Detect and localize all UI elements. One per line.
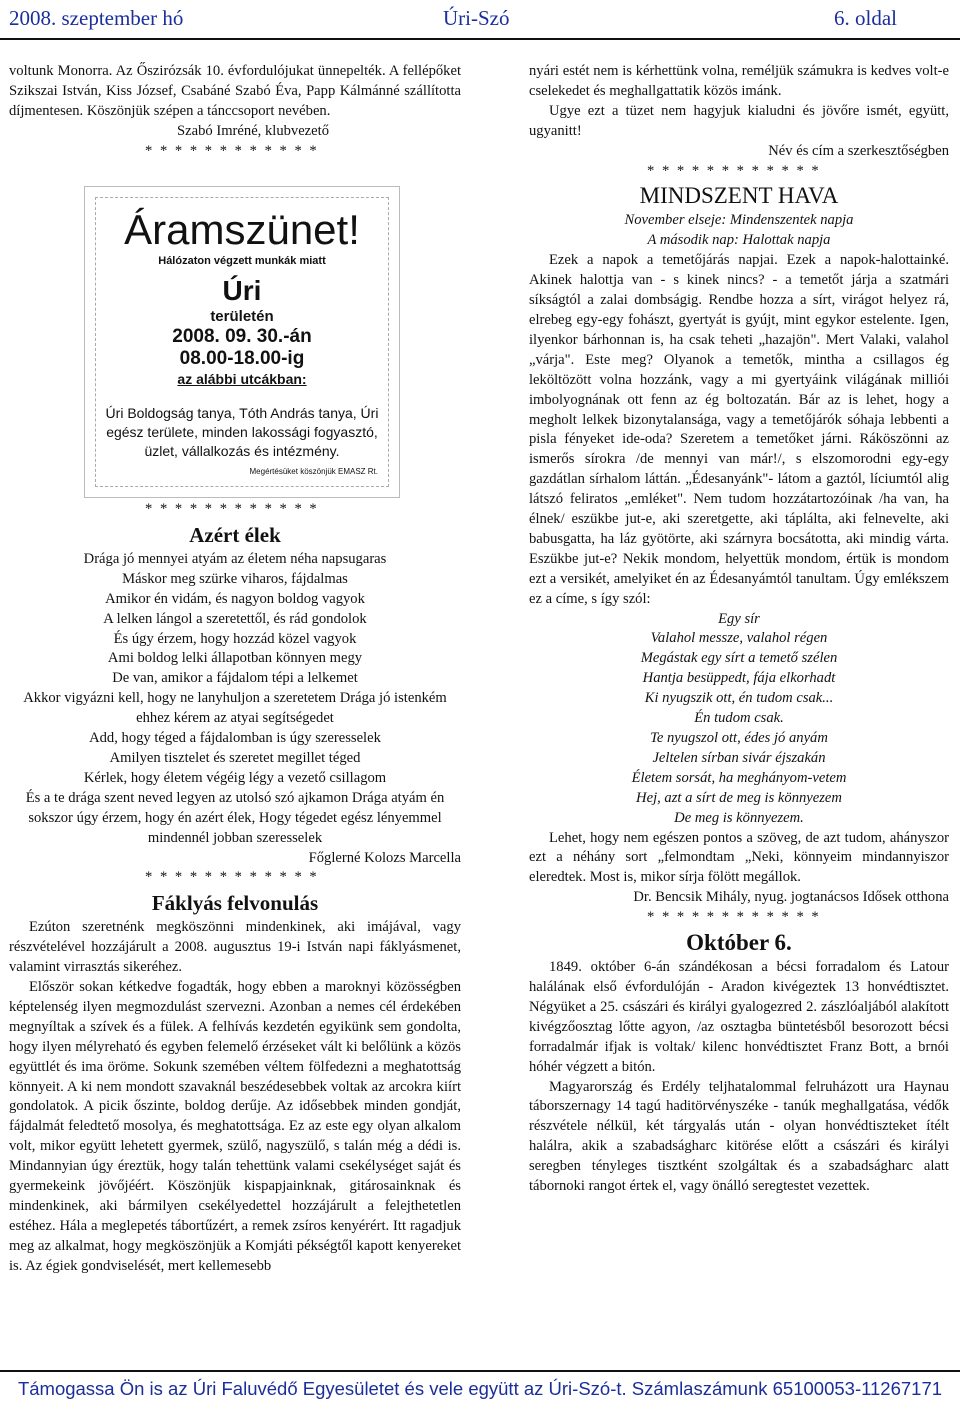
poem-line: De meg is könnyezem. xyxy=(674,809,804,826)
after-poem-paragraph: Lehet, hogy nem egészen pontos a szöveg, de azt tudom, ahányszor ezt a néhány sort „felmondtam „Neki, könnyeim mindannyiszor eleredtek. Most is, mikor sírja fölött megállok. xyxy=(529,829,949,886)
poem-line: És úgy érzem, hogy hozzád közel vagyok xyxy=(113,630,357,647)
intro-paragraph: voltunk Monorra. Az Őszirózsák 10. évfordulójukat ünnepelték. A fellépőket Szikszai István, Kiss József, Csabáné Szabó Éva, Papp Kálmánné szállította díjmentesen. Köszönjük szépen a tánccsoport nevében. xyxy=(9,63,461,119)
left-column-bottom xyxy=(9,500,461,1277)
inner-poem-title: Egy sír xyxy=(718,610,760,627)
notice-streets-label: az alábbi utcákban: xyxy=(177,371,307,387)
footer-rule xyxy=(0,1370,960,1372)
poem-line: Megástak egy sírt a temető szélen xyxy=(640,650,838,667)
poem-author: Főglerné Kolozs Marcella xyxy=(308,849,461,866)
footer-text: Támogassa Ön is az Úri Faluvédő Egyesületet és vele együtt az Úri-Szó-t. Számlaszámunk 65100053-11267171 xyxy=(17,1378,943,1399)
poem-line: Életem sorsát, ha meghányom-vetem xyxy=(631,769,847,786)
poem-line: Ami boldog lelki állapotban könnyen megy xyxy=(107,650,363,667)
subtitle-2: A második nap: Halottak napja xyxy=(647,232,831,249)
separator-stars: * * * * * * * * * * * * xyxy=(145,869,319,886)
right-column xyxy=(529,62,949,1197)
section-title-october: Október 6. xyxy=(686,930,792,956)
left-column-top xyxy=(9,62,461,162)
notice-time: 08.00-18.00-ig xyxy=(179,348,305,369)
poem-line: Jeltelen sírban sivár éjszakán xyxy=(652,749,826,766)
poem-line: De van, amikor a fájdalom tépi a lelkemet xyxy=(112,670,358,687)
poem-line: Kérlek, hogy életem végéig légy a vezető csillagom xyxy=(83,769,387,786)
section-title-mindszent: MINDSZENT HAVA xyxy=(639,183,839,209)
poem-line: Amikor én vidám, és nagyon boldog vagyok xyxy=(105,590,365,607)
poem-line: A lelken lángol a szeretettől, és rád gondolok xyxy=(103,610,367,627)
article-title: Fáklyás felvonulás xyxy=(151,891,319,916)
continued-paragraph: nyári estét nem is kérhettünk volna, reméljük számukra is kedves volt-e cselekedet és meghallgattatik közös imánk. xyxy=(529,63,949,99)
notice-streets: Úri Boldogság tanya, Tóth András tanya, Úri egész területe, minden lakossági fogyasztó, üzlet, vállalkozás és intézmény. xyxy=(105,405,379,459)
poem-line: Te nyugszol ott, édes jó anyám xyxy=(650,730,828,746)
october-paragraph-1: 1849. október 6-án szándékosan a bécsi forradalom és Latour halálának első évfordulóján - Aradon kivégeztek 13 honvédtisztet. Négyüket a 25. császári és királyi gyalogezred 2. zászlóaljából alakított kivégzőosztag lőtte agyon, /az osztagba büntetésből besorozott bécsi forradalmár ifjak is voltak/ kilenc honvédtisztet Franz Bott, a brnói hóhér végzett a bitón. xyxy=(529,959,949,1075)
poem-title: Azért élek xyxy=(189,522,281,547)
continued-paragraph-2: Ugye ezt a tüzet nem hagyjuk kialudni és jövőre ismét, együtt, ugyanitt! xyxy=(529,102,949,139)
poem-body xyxy=(9,550,461,849)
subtitle-1: November elseje: Mindenszentek napja xyxy=(624,212,854,229)
october-paragraph-2: Magyarország és Erdély teljhatalommal felruházott ura Haynau táborszernagy 14 tagú haditörvényszéke - tanúk meghallgatása, védők részvétele nélkül, két tárgyalás után - olyan honvédtiszteket ítélt halálra, akik a szabadságharc kitörése előtt a császári és királyi seregben tényleges tisztként szolgáltak és a szabadságharc alatt tábornoki rangot értek el, vagy önálló seregtestet vezettek. xyxy=(529,1078,949,1195)
poem-line: Drága jó mennyei atyám az életem néha napsugaras xyxy=(83,550,387,567)
notice-place: Úri xyxy=(222,275,262,306)
intro-signature: Szabó Imréné, klubvezető xyxy=(177,122,329,139)
poem-line: Máskor meg szürke viharos, fájdalmas xyxy=(122,570,348,587)
page-header xyxy=(0,0,960,38)
poem-line: Hantja besüppedt, fája elkorhadt xyxy=(642,670,836,687)
continued-signature: Név és cím a szerkesztőségben xyxy=(768,142,949,159)
article-paragraph-1: Ezúton szeretnénk megköszönni mindenkinek, aki imájával, vagy részvételével hozzájárult a 2008. augusztus 19-i István napi fáklyásmenet, valamint virrasztás sikeréhez. xyxy=(9,919,461,976)
notice-place-sub: területén xyxy=(210,308,274,325)
notice-reason: Hálózaton végzett munkák miatt xyxy=(158,255,326,267)
separator-stars: * * * * * * * * * * * * xyxy=(647,162,821,179)
newspaper-title: Úri-Szó xyxy=(443,6,510,30)
article-paragraph-2: Először sokan kétkedve fogadták, hogy ebben a maroknyi közösségben képtelenség ilyen megmozdulást szervezni. Azonban a nemes cél érdekében megnyíltak a szívek és a fülek. A felhívás kezdetén egyikünk sem gondolta, hogy ilyen mélyreható és egyben felemelő érzéseket vált ki belőlünk a közös együttlét és ima öröme. Sokunk szemében véltem fölfedezni a meghatottság könnyeit. A ki nem mondott szavaknál beszédesebbek voltak az arcokra kiírt gondolatok. A picik őszinte, boldog derűje. Az idősebbek minden gondját, fájdalmát feledtető mosolya, és meghatottsága. Ez az este egy olyan alkalom volt, mikor együtt lehetett gyermek, szülő, nagyszülő, s talán még a dédi is. Mindannyian úgy éreztük, hogy talán tehettünk valami csekélységet saját és gyermekeink jövőjéért. Köszönjük kispapjainknak, gitárosainknak és mindenkinek, aki bármilyen csekélyedettel hozzájárult a felejthetetlen estéhez. Hála a meglepetés tábortűzért, a remek zsíros kenyérért. Itt ragadjuk meg az alkalmat, hogy megköszönjük a Komjáti pékségtől kapott kenyereket is. Az égiek gondviselését, mert kellemesebb xyxy=(9,979,461,1274)
poem-line: Hej, azt a sírt de meg is könnyezem xyxy=(636,789,842,806)
notice-title: Áramszünet! xyxy=(124,206,360,253)
power-outage-notice xyxy=(84,186,400,498)
poem-line: Valahol messze, valahol régen xyxy=(650,630,828,647)
page-number: 6. oldal xyxy=(834,6,897,30)
header-rule xyxy=(0,38,960,40)
poem-line: És a te drága szent neved legyen az utolsó szó ajkamon Drága atyám én sokszor úgy érzem, hogy én azért élek, Hogy tégedet egész lényemmel mindennél jobban szeresselek xyxy=(25,789,445,846)
separator-stars: * * * * * * * * * * * * xyxy=(145,501,319,517)
separator-stars: * * * * * * * * * * * * xyxy=(145,142,319,159)
notice-thanks: Megértésüket köszönjük EMASZ Rt. xyxy=(249,467,378,476)
notice-date: 2008. 09. 30.-án xyxy=(172,326,312,347)
issue-date: 2008. szeptember hó xyxy=(9,6,184,30)
inner-poem-body xyxy=(529,629,949,828)
poem-line: Ki nyugszik ott, én tudom csak... xyxy=(644,690,834,707)
after-poem-signature: Dr. Bencsik Mihály, nyug. jogtanácsos Idősek otthona xyxy=(633,889,949,906)
poem-line: Akkor vigyázni kell, hogy ne lanyhuljon a szeretetem Drága jó istenkém ehhez kérem az atyai segítségedet xyxy=(23,690,447,727)
poem-line: Amilyen tisztelet és szeretet megillet téged xyxy=(109,749,361,766)
mindszent-body: Ezek a napok a temetőjárás napjai. Ezek a napok-halottainké. Akinek halottja van - s kinek nincs? - a temetőt járja a szatmári síkságtól a zalai dombságig. Rendbe hozza a sírt, virágot helyez rá, elrebeg egy-egy fohászt, gyertyát is gyújt, mint egykor estelente. Igen, ilyenkor bárhonnan is, ha csak teheti „hazajön". Mert Valaki, valahol „várja". Este meg? Olyanok a temetők, mintha a csillagos ég leköltözött volna hozzánk, vagy a mi gyertyáink világának milliói imbolyognának ott fenn az ég boltozatán. Bár az is lehet, hogy a megholt lelkek bizonytalansága, vagy a temetőjárók sóhaja lebbenti a pisla fényeket ide-oda? Szeretem a temetőket járni. Ráköszönni az ismerős sírokra /de mennyi van már!/, s elszomorodni egy-egy gazdátlan sírhalom láttán. „Édesanyánk"- látom a gaztól, líciumtól alig látszó feliratos „emléket". Nem tudom hozzátartozóinak /ha van, ha élnek/ eszükbe jut-e, aki szeretgette, aki táplálta, aki felnevelte, aki babusgatta, ha láz gyötörte, aki szárnyra bocsátotta, aki mindig várta. Eszükbe jut-e? Nekik mondom, helyettük mondom, értük is mondom ezt a versikét, amelyiket én az Édesanyámtól tanultam. Úgy emlékszem ez a címe, s így szól: xyxy=(529,252,949,607)
poem-line: Add, hogy téged a fájdalomban is úgy szeresselek xyxy=(89,730,381,747)
poem-line: Én tudom csak. xyxy=(694,710,784,727)
separator-stars: * * * * * * * * * * * * xyxy=(647,909,821,926)
